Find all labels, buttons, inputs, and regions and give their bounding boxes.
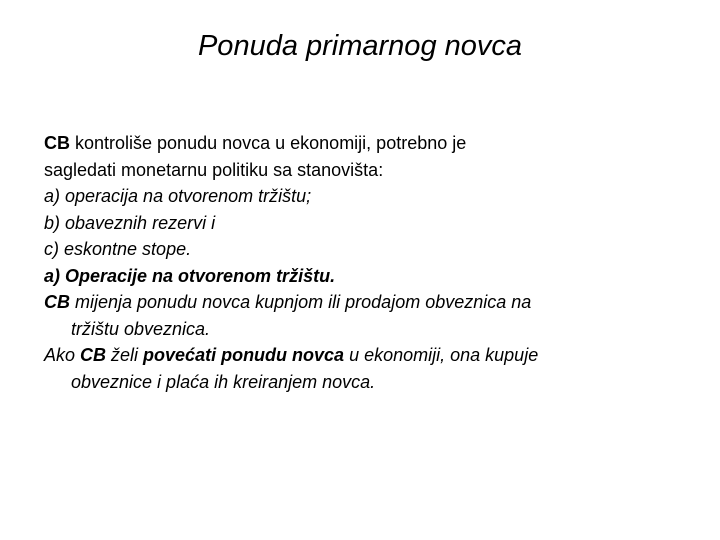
paragraph-line-10: obveznice i plaća ih kreiranjem novca. [71,371,376,392]
paragraph-line-1 [44,130,684,157]
list-item-a: a) operacija na otvorenom tržištu; [44,186,312,206]
cb-term: CB [44,133,70,153]
emphasis-text: povećati ponudu novca [143,345,345,365]
paragraph-line-8: tržištu obveznica. [71,318,211,339]
section-heading: a) Operacije na otvorenom tržištu. [44,265,336,286]
line-text: u ekonomiji, ona kupuje [344,345,539,365]
slide-title: Ponuda primarnog novca [197,30,523,62]
line-text: mijenja ponudu novca kupnjom ili prodajom obveznica na [70,292,532,312]
paragraph-line-9 [44,342,684,369]
list-item-c: c) eskontne stope. [44,239,192,259]
paragraph-line-2: sagledati monetarnu politiku sa stanovišta: [44,159,384,180]
paragraph-line-7 [44,289,684,316]
list-item-b: b) obaveznih rezervi i [44,212,216,233]
slide-body [44,130,684,395]
cb-term: CB [80,345,107,365]
line-text: Ako [44,345,81,365]
line-text: želi [106,345,144,365]
cb-term: CB [44,292,70,312]
line-text: kontroliše ponudu novca u ekonomiji, potrebno je [70,133,467,153]
